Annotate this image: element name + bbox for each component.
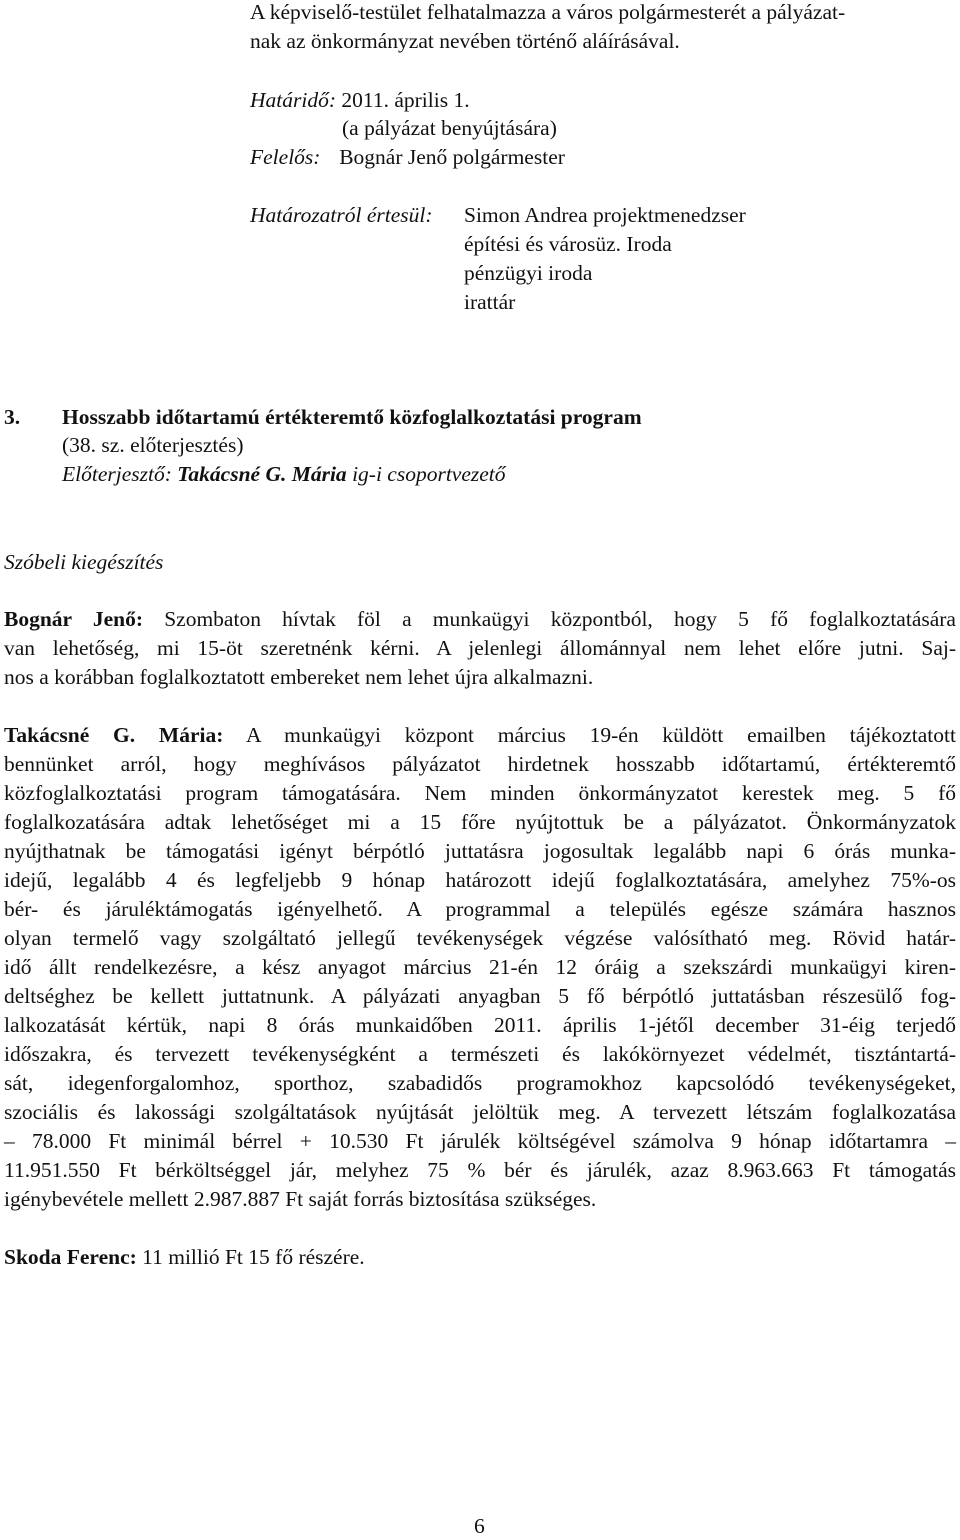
agenda-title: Hosszabb időtartamú értékteremtő közfoglalkoztatási program — [62, 405, 642, 429]
speech-line: deltséghez be kellett juttatnunk. A pályázati anyagban 5 fő bérpótló juttatásban részesülő fog- — [4, 984, 956, 1008]
speech-line: olyan termelő vagy szolgáltató jellegű tevékenységek végzése valósítható meg. Rövid határ- — [4, 926, 956, 950]
notified-item: Simon Andrea projektmenedzser — [464, 203, 746, 227]
notified-item: pénzügyi iroda — [464, 261, 593, 285]
speech-line: közfoglalkoztatási program támogatására. Nem minden önkormányzatot kerestek meg. 5 fő — [4, 781, 956, 805]
speaker-name: Skoda Ferenc: — [4, 1245, 137, 1269]
notified-item: építési és városüz. Iroda — [464, 232, 672, 256]
resolution-text-line-2: nak az önkormányzat nevében történő aláírásával. — [250, 29, 680, 53]
agenda-number: 3. — [4, 405, 21, 429]
speech-line: bér- és járuléktámogatás igényelhető. A programmal a település egésze számára hasznos — [4, 897, 956, 921]
speech-line: nos a korábban foglalkoztatott embereket nem lehet újra alkalmazni. — [4, 665, 594, 689]
presenter-label: Előterjesztő: — [62, 462, 172, 486]
responsible-value: Bognár Jenő polgármester — [339, 145, 565, 169]
speech-line: 11.951.550 Ft bérköltséggel jár, melyhez 75 % bér és járulék, azaz 8.963.663 Ft támogatás — [4, 1158, 956, 1182]
speech-line: Skoda Ferenc: 11 millió Ft 15 fő részére. — [4, 1245, 365, 1269]
oral-supplement-heading: Szóbeli kiegészítés — [4, 550, 164, 574]
speech-line: foglalkozatására adtak lehetőséget mi a 15 főre nyújtottuk be a pályázatot. Önkormányzatok — [4, 810, 956, 834]
speech-line: idejű, legalább 4 és legfeljebb 9 hónap határozott idejű foglalkoztatására, amelyhez 75%-os — [4, 868, 956, 892]
presenter-role: ig-i csoportvezető — [352, 462, 506, 486]
deadline-row — [250, 86, 470, 114]
agenda-presenter — [62, 460, 506, 488]
speech-line: szociális és lakossági szolgáltatások nyújtását jelöltük meg. A tervezett létszám foglalkozatása — [4, 1100, 956, 1124]
speech-line: van lehetőség, mi 15-öt szeretnénk kérni. A jelenlegi állománnyal nem lehet előre jutni. Saj- — [4, 636, 956, 660]
deadline-note: (a pályázat benyújtására) — [342, 116, 557, 140]
notified-item: irattár — [464, 290, 516, 314]
notified-label: Határozatról értesül: — [250, 203, 433, 227]
page-number: 6 — [474, 1514, 485, 1538]
speaker-name: Bognár Jenő: — [4, 607, 144, 631]
speech-line: Bognár Jenő: Szombaton hívtak föl a munkaügyi központból, hogy 5 fő foglalkoztatására — [4, 607, 956, 631]
speech-line: – 78.000 Ft minimál bérrel + 10.530 Ft járulék költségével számolva 9 hónap időtartamra – — [4, 1129, 956, 1153]
speech-line: nyújthatnak be támogatási igényt bérpótló juttatásra jogosultak legalább napi 6 órás munka- — [4, 839, 956, 863]
speech-line: Takácsné G. Mária: A munkaügyi központ március 19-én küldött emailben tájékoztatott — [4, 723, 956, 747]
speech-line: sát, idegenforgalomhoz, sporthoz, szabadidős programokhoz kapcsolódó tevékenységeket, — [4, 1071, 956, 1095]
deadline-value: 2011. április 1. — [341, 88, 470, 112]
responsible-row — [250, 143, 565, 171]
speech-line: idő állt rendelkezésre, a kész anyagot március 21-én 12 óráig a szekszárdi munkaügyi kiren- — [4, 955, 956, 979]
resolution-text-line-1: A képviselő-testület felhatalmazza a város polgármesterét a pályázat- — [250, 0, 846, 24]
speech-line: lalkozatását kértük, napi 8 órás munkaidőben 2011. április 1-jétől december 31-éig terjedő — [4, 1013, 956, 1037]
responsible-label: Felelős: — [250, 145, 321, 169]
speaker-name: Takácsné G. Mária: — [4, 723, 224, 747]
presenter-name: Takácsné G. Mária — [177, 462, 347, 486]
deadline-label: Határidő: — [250, 88, 336, 112]
speech-line: bennünket arról, hogy meghívásos pályázatot hirdetnek hosszabb időtartamú, értékteremtő — [4, 752, 956, 776]
speech-line: igénybevétele mellett 2.987.887 Ft saját forrás biztosítása szükséges. — [4, 1187, 597, 1211]
speech-line: időszakra, és tervezett tevékenységként a természeti és lakókörnyezet védelmét, tisztántartá- — [4, 1042, 956, 1066]
agenda-reference: (38. sz. előterjesztés) — [62, 433, 244, 457]
